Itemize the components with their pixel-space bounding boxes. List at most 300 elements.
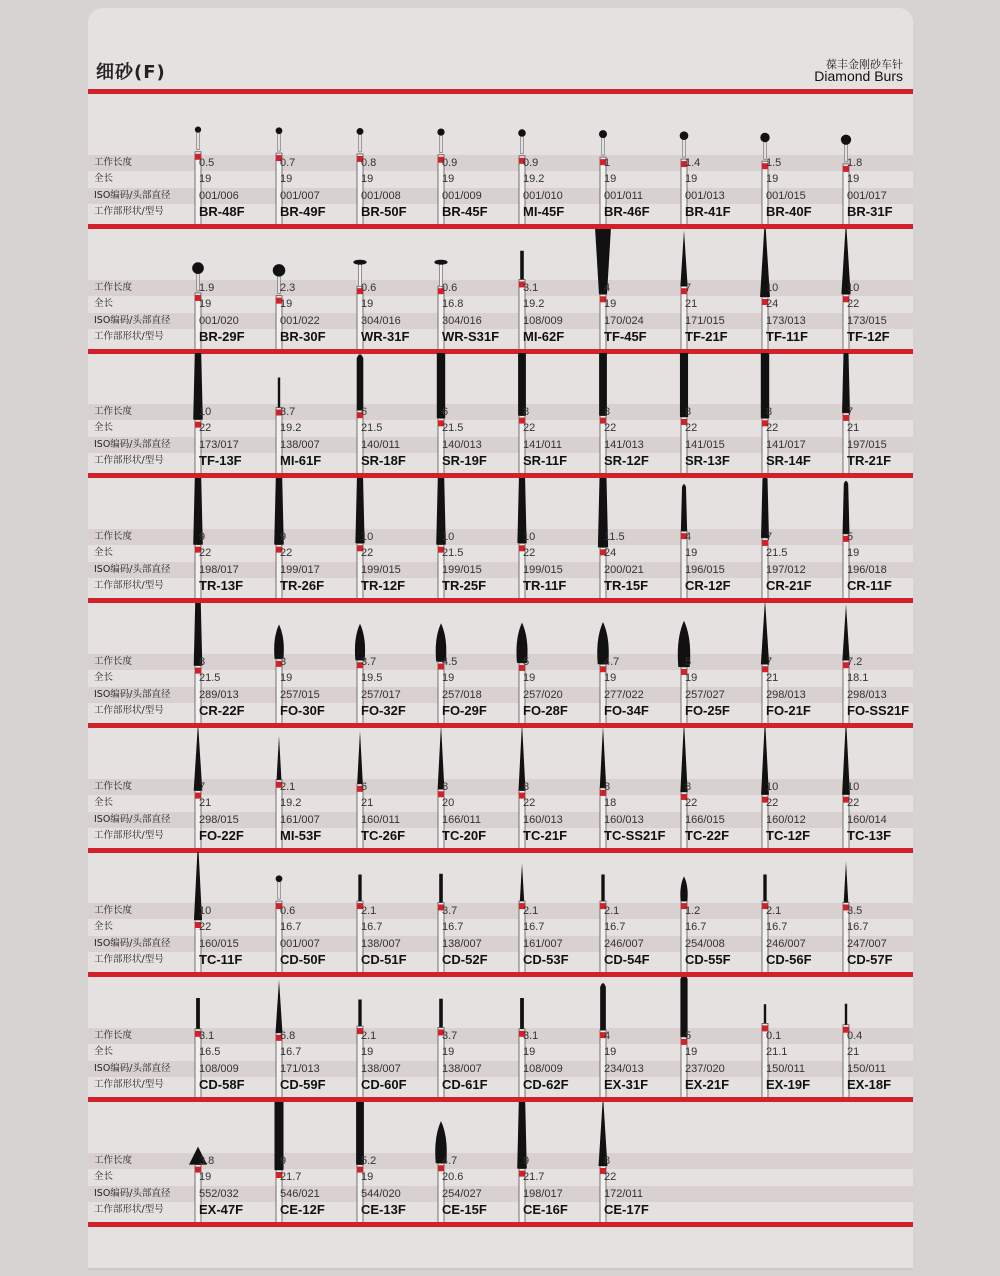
bur-item: [419, 1102, 500, 1227]
iso-code: 546/021: [280, 1187, 320, 1200]
total-length: 16.7: [685, 921, 707, 934]
bur-item: [581, 104, 662, 229]
total-length: 21.1: [766, 1045, 788, 1058]
total-length: 21: [847, 422, 860, 435]
bur-head: [196, 998, 200, 1029]
model-number: CD-52F: [442, 952, 488, 968]
bur-item: [662, 104, 743, 229]
working-length: 0.6: [361, 281, 377, 294]
working-length: 3.7: [442, 905, 458, 918]
iso-code: 199/015: [361, 564, 401, 577]
working-length: 6.8: [280, 1029, 296, 1042]
row-label: 工作长度: [94, 281, 133, 293]
total-length: 18.1: [847, 671, 869, 684]
total-length: 21: [847, 1045, 860, 1058]
working-length: 3.5: [847, 905, 863, 918]
working-length: 7: [766, 655, 773, 668]
iso-code: 171/013: [280, 1062, 320, 1075]
total-length: 19: [361, 1045, 374, 1058]
working-length: 0.4: [847, 1029, 863, 1042]
model-number: TC-SS21F: [604, 827, 666, 843]
bur-item: [419, 478, 500, 603]
bur-group: [88, 229, 913, 354]
row-label: 全长: [94, 1170, 114, 1182]
bur-item: [419, 728, 500, 853]
page-bottom-line: [88, 1268, 913, 1270]
bur-item: [176, 353, 257, 478]
total-length: 19.2: [280, 422, 302, 435]
model-number: CE-13F: [361, 1201, 406, 1217]
row-label: 工作部形状/型号: [94, 206, 164, 217]
iso-code: 552/032: [199, 1187, 239, 1200]
row-label: 工作长度: [94, 1154, 133, 1166]
total-length: 16.7: [766, 921, 788, 934]
working-length: 10: [847, 780, 860, 793]
model-number: MI-61F: [280, 453, 322, 469]
working-length: 0.5: [199, 157, 215, 169]
bur-item: [662, 852, 743, 977]
bur-head: [845, 1004, 847, 1025]
model-number: CD-50F: [280, 952, 326, 968]
iso-code: 108/009: [523, 1062, 563, 1075]
total-length: 19: [523, 1045, 536, 1058]
working-length: 8: [604, 406, 611, 419]
working-length: 0.1: [766, 1029, 782, 1042]
iso-code: 198/017: [199, 564, 239, 577]
iso-code: 001/015: [766, 190, 806, 202]
working-length: 0.8: [361, 157, 377, 169]
bur-item: [176, 229, 257, 354]
model-number: TF-21F: [685, 328, 728, 344]
total-length: 19.2: [280, 796, 302, 809]
bur-item: [743, 353, 824, 478]
working-length: 9: [280, 1154, 287, 1167]
bur-item: [500, 1102, 581, 1227]
bur-item: [176, 104, 257, 229]
bur-item: [257, 478, 338, 603]
total-length: 19: [280, 671, 293, 684]
model-number: BR-46F: [604, 204, 650, 219]
row-label: 全长: [94, 921, 114, 933]
iso-code: 172/011: [604, 1187, 643, 1200]
total-length: 16.7: [280, 921, 302, 934]
iso-code: 161/007: [280, 813, 320, 826]
working-length: 2.1: [280, 780, 296, 793]
iso-code: 166/015: [685, 813, 725, 826]
bur-group: [88, 603, 913, 728]
row-label: 工作部形状/型号: [94, 829, 164, 841]
iso-code: 254/027: [442, 1187, 482, 1200]
bur-item: [581, 852, 662, 977]
row-label: ISO编码/头部直径: [94, 938, 171, 950]
group-divider: [88, 1222, 913, 1227]
working-length: 5: [685, 655, 692, 668]
bur-item: [176, 977, 257, 1102]
model-number: FO-30F: [280, 702, 325, 718]
bur-head: [764, 1004, 766, 1023]
iso-code: 304/016: [442, 314, 482, 327]
brand-name-en: Diamond Burs: [814, 68, 903, 84]
bur-item: [824, 478, 905, 603]
model-number: TC-22F: [685, 827, 730, 843]
bur-item: [257, 1102, 338, 1227]
bur-item: [338, 104, 419, 229]
total-length: 16.7: [847, 921, 869, 934]
model-number: BR-40F: [766, 204, 812, 219]
iso-code: 257/018: [442, 688, 482, 701]
bur-item: [500, 353, 581, 478]
iso-code: 138/007: [280, 439, 320, 452]
iso-code: 161/007: [523, 938, 563, 951]
model-number: FO-32F: [361, 702, 406, 718]
model-number: CE-12F: [280, 1201, 325, 1217]
iso-code: 247/007: [847, 938, 887, 951]
model-number: CE-17F: [604, 1201, 649, 1217]
total-length: 19: [685, 173, 698, 185]
working-length: 8: [604, 780, 611, 793]
bur-head: [357, 355, 364, 411]
iso-code: 246/007: [766, 938, 806, 951]
total-length: 19: [361, 173, 374, 185]
iso-code: 171/015: [685, 314, 725, 327]
bur-item: [419, 852, 500, 977]
model-number: BR-49F: [280, 204, 326, 219]
total-length: 19: [604, 1045, 617, 1058]
working-length: 3.7: [361, 655, 377, 668]
bur-group: [88, 353, 913, 478]
iso-code: 254/008: [685, 938, 725, 951]
model-number: MI-62F: [523, 328, 565, 344]
iso-code: 289/013: [199, 688, 239, 701]
bur-item: [824, 977, 905, 1102]
model-number: CR-11F: [847, 578, 892, 594]
working-length: 10: [199, 406, 212, 419]
model-number: CD-55F: [685, 952, 731, 968]
bur-item: [743, 728, 824, 853]
bur-item: [338, 728, 419, 853]
total-length: 19: [604, 297, 617, 310]
total-length: 21.5: [361, 422, 383, 435]
working-length: 0.7: [280, 157, 296, 169]
model-number: WR-31F: [361, 328, 410, 344]
model-number: CD-56F: [766, 952, 812, 968]
total-length: 21.7: [280, 1170, 302, 1183]
model-number: SR-19F: [442, 453, 487, 469]
bur-item: [581, 1102, 662, 1227]
row-label: 全长: [94, 671, 114, 683]
bur-group: [88, 728, 913, 853]
bur-head: [680, 131, 689, 157]
working-length: 1.8: [847, 157, 863, 169]
model-number: TR-12F: [361, 578, 406, 594]
total-length: 21: [199, 796, 212, 809]
working-length: 3.7: [442, 1029, 458, 1042]
working-length: 10: [199, 905, 212, 918]
bur-item: [662, 478, 743, 603]
row-label: 全长: [94, 297, 114, 309]
bur-head: [357, 128, 364, 152]
iso-code: 150/011: [847, 1062, 886, 1075]
bur-item: [338, 977, 419, 1102]
iso-code: 141/011: [523, 439, 562, 452]
total-length: 19: [685, 547, 698, 560]
total-length: 19.2: [523, 297, 545, 310]
bur-head: [599, 130, 607, 155]
bur-item: [743, 603, 824, 728]
iso-code: 001/008: [361, 190, 401, 202]
working-length: 2.1: [361, 905, 377, 918]
working-length: 3.8: [199, 1154, 215, 1167]
bur-head: [439, 999, 443, 1028]
working-length: 1.4: [685, 157, 701, 169]
iso-code: 001/006: [199, 190, 239, 202]
model-number: TC-21F: [523, 827, 568, 843]
total-length: 19: [604, 173, 617, 185]
model-number: CD-57F: [847, 952, 893, 968]
iso-code: 237/020: [685, 1062, 725, 1075]
model-number: TR-15F: [604, 578, 649, 594]
total-length: 16.7: [442, 921, 464, 934]
model-number: SR-14F: [766, 453, 811, 469]
working-length: 10: [766, 780, 779, 793]
total-length: 22: [199, 921, 212, 934]
row-label: 工作部形状/型号: [94, 954, 164, 966]
bur-item: [662, 728, 743, 853]
working-length: 10: [361, 531, 374, 544]
bur-item: [500, 728, 581, 853]
model-number: SR-18F: [361, 453, 406, 469]
bur-head: [601, 875, 604, 902]
bur-head: [439, 874, 443, 903]
row-label: 全长: [94, 173, 114, 184]
working-length: 2.1: [766, 905, 782, 918]
iso-code: 160/014: [847, 813, 887, 826]
bur-head: [276, 127, 283, 151]
total-length: 16.8: [442, 297, 464, 310]
working-length: 6: [361, 780, 368, 793]
working-length: 7: [766, 531, 773, 544]
total-length: 19: [847, 173, 860, 185]
working-length: 0.9: [523, 157, 539, 169]
model-number: MI-53F: [280, 827, 322, 843]
bur-head: [277, 735, 282, 779]
row-label: 全长: [94, 1045, 114, 1057]
total-length: 21: [766, 671, 779, 684]
page-header: [88, 8, 913, 94]
row-label: 工作部形状/型号: [94, 580, 164, 592]
row-label: ISO编码/头部直径: [94, 813, 171, 825]
iso-code: 160/012: [766, 813, 806, 826]
model-number: TR-13F: [199, 578, 244, 594]
bur-item: [581, 478, 662, 603]
working-length: 10: [523, 531, 536, 544]
total-length: 22: [766, 796, 779, 809]
bur-head: [520, 250, 524, 279]
bur-item: [338, 353, 419, 478]
working-length: 1: [604, 157, 611, 169]
model-number: MI-45F: [523, 204, 565, 219]
bur-item: [743, 229, 824, 354]
bur-item: [419, 977, 500, 1102]
working-length: 0.6: [280, 905, 296, 918]
working-length: 10: [847, 281, 860, 294]
bur-head: [278, 378, 280, 408]
model-number: BR-50F: [361, 204, 407, 219]
total-length: 19: [847, 547, 860, 560]
iso-code: 277/022: [604, 688, 644, 701]
row-label: 工作部形状/型号: [94, 704, 164, 716]
bur-item: [662, 977, 743, 1102]
working-length: 1.5: [766, 157, 782, 169]
total-length: 19: [685, 1045, 698, 1058]
model-number: CR-22F: [199, 702, 245, 718]
bur-item: [257, 104, 338, 229]
iso-code: 150/011: [766, 1062, 805, 1075]
model-number: WR-S31F: [442, 328, 500, 344]
row-label: 工作长度: [94, 531, 133, 543]
model-number: CD-53F: [523, 952, 569, 968]
iso-code: 138/007: [361, 938, 401, 951]
working-length: 8: [523, 780, 530, 793]
bur-item: [500, 852, 581, 977]
iso-code: 298/013: [766, 688, 806, 701]
model-number: CD-54F: [604, 952, 650, 968]
model-number: BR-31F: [847, 204, 893, 219]
working-length: 5: [685, 1029, 692, 1042]
iso-code: 001/020: [199, 314, 239, 327]
row-label: ISO编码/头部直径: [94, 314, 171, 326]
iso-code: 001/007: [280, 938, 320, 951]
total-length: 19: [523, 671, 536, 684]
iso-code: 141/015: [685, 439, 725, 452]
total-length: 22: [604, 1170, 617, 1183]
bur-group: [88, 1102, 913, 1227]
total-length: 19: [442, 671, 455, 684]
bur-item: [581, 728, 666, 853]
iso-code: 197/015: [847, 439, 887, 452]
row-label: 工作部形状/型号: [94, 330, 164, 342]
model-number: CD-61F: [442, 1076, 488, 1092]
working-length: 11.5: [604, 531, 625, 544]
iso-code: 166/011: [442, 813, 481, 826]
model-number: BR-29F: [199, 328, 245, 344]
iso-code: 199/015: [523, 564, 563, 577]
model-number: SR-11F: [523, 453, 568, 469]
total-length: 18: [604, 796, 617, 809]
total-length: 21.5: [442, 547, 464, 560]
model-number: EX-18F: [847, 1076, 892, 1092]
total-length: 22: [361, 547, 374, 560]
row-label: 工作长度: [94, 1029, 133, 1041]
row-label: ISO编码/头部直径: [94, 688, 171, 700]
bur-head: [276, 876, 283, 900]
model-number: EX-31F: [604, 1076, 649, 1092]
bur-item: [581, 977, 662, 1102]
bur-item: [257, 852, 338, 977]
iso-code: 173/015: [847, 314, 887, 327]
model-number: CD-62F: [523, 1076, 569, 1092]
total-length: 22: [685, 796, 698, 809]
bur-item: [743, 478, 824, 603]
model-number: EX-47F: [199, 1201, 244, 1217]
total-length: 16.5: [199, 1045, 221, 1058]
bur-item: [743, 104, 824, 229]
iso-code: 140/011: [361, 439, 400, 452]
working-length: 3.7: [280, 406, 296, 419]
working-length: 3.1: [523, 1029, 539, 1042]
bur-item: [257, 229, 338, 354]
total-length: 19.2: [523, 173, 545, 185]
working-length: 2.1: [604, 905, 620, 918]
bur-group: [88, 852, 913, 977]
model-number: TR-25F: [442, 578, 487, 594]
iso-code: 140/013: [442, 439, 482, 452]
bur-item: [824, 728, 905, 853]
model-number: TF-45F: [604, 328, 647, 344]
iso-code: 141/017: [766, 439, 806, 452]
page-title: 细砂(F): [96, 62, 166, 83]
iso-code: 001/011: [604, 190, 643, 202]
total-length: 20.6: [442, 1170, 464, 1183]
model-number: TC-12F: [766, 827, 811, 843]
total-length: 22: [199, 547, 212, 560]
bur-item: [176, 852, 257, 977]
row-label: 全长: [94, 422, 114, 434]
row-label: 工作长度: [94, 905, 133, 917]
iso-code: 001/009: [442, 190, 482, 202]
working-length: 7: [199, 780, 206, 793]
total-length: 21.7: [523, 1170, 545, 1183]
iso-code: 200/021: [604, 564, 644, 577]
model-number: CR-21F: [766, 578, 812, 594]
bur-item: [338, 603, 419, 728]
iso-code: 196/015: [685, 564, 725, 577]
total-length: 22: [847, 297, 860, 310]
working-length: 9: [280, 531, 287, 544]
working-length: 5: [847, 531, 854, 544]
row-label: 全长: [94, 796, 114, 808]
row-label: 工作长度: [94, 157, 133, 168]
total-length: 22: [523, 422, 536, 435]
iso-code: 173/017: [199, 439, 239, 452]
total-length: 21.5: [766, 547, 788, 560]
model-number: TR-26F: [280, 578, 325, 594]
bur-item: [419, 603, 500, 728]
iso-code: 141/013: [604, 439, 644, 452]
iso-code: 257/015: [280, 688, 320, 701]
iso-code: 304/016: [361, 314, 401, 327]
bur-group: [88, 104, 913, 229]
row-label: 工作部形状/型号: [94, 1203, 164, 1215]
iso-code: 197/012: [766, 564, 806, 577]
bur-head: [681, 484, 687, 531]
bur-head: [844, 862, 849, 903]
working-length: 5: [523, 655, 530, 668]
working-length: 3.1: [199, 1029, 215, 1042]
working-length: 8: [199, 655, 206, 668]
bur-item: [824, 852, 905, 977]
total-length: 19: [361, 297, 374, 310]
bur-group: [88, 977, 913, 1102]
bur-item: [338, 1102, 419, 1227]
iso-code: 001/007: [280, 190, 320, 202]
bur-item: [581, 229, 662, 354]
total-length: 22: [685, 422, 698, 435]
iso-code: 001/013: [685, 190, 725, 202]
total-length: 16.7: [604, 921, 626, 934]
working-length: 8: [442, 780, 449, 793]
working-length: 8: [604, 1154, 611, 1167]
